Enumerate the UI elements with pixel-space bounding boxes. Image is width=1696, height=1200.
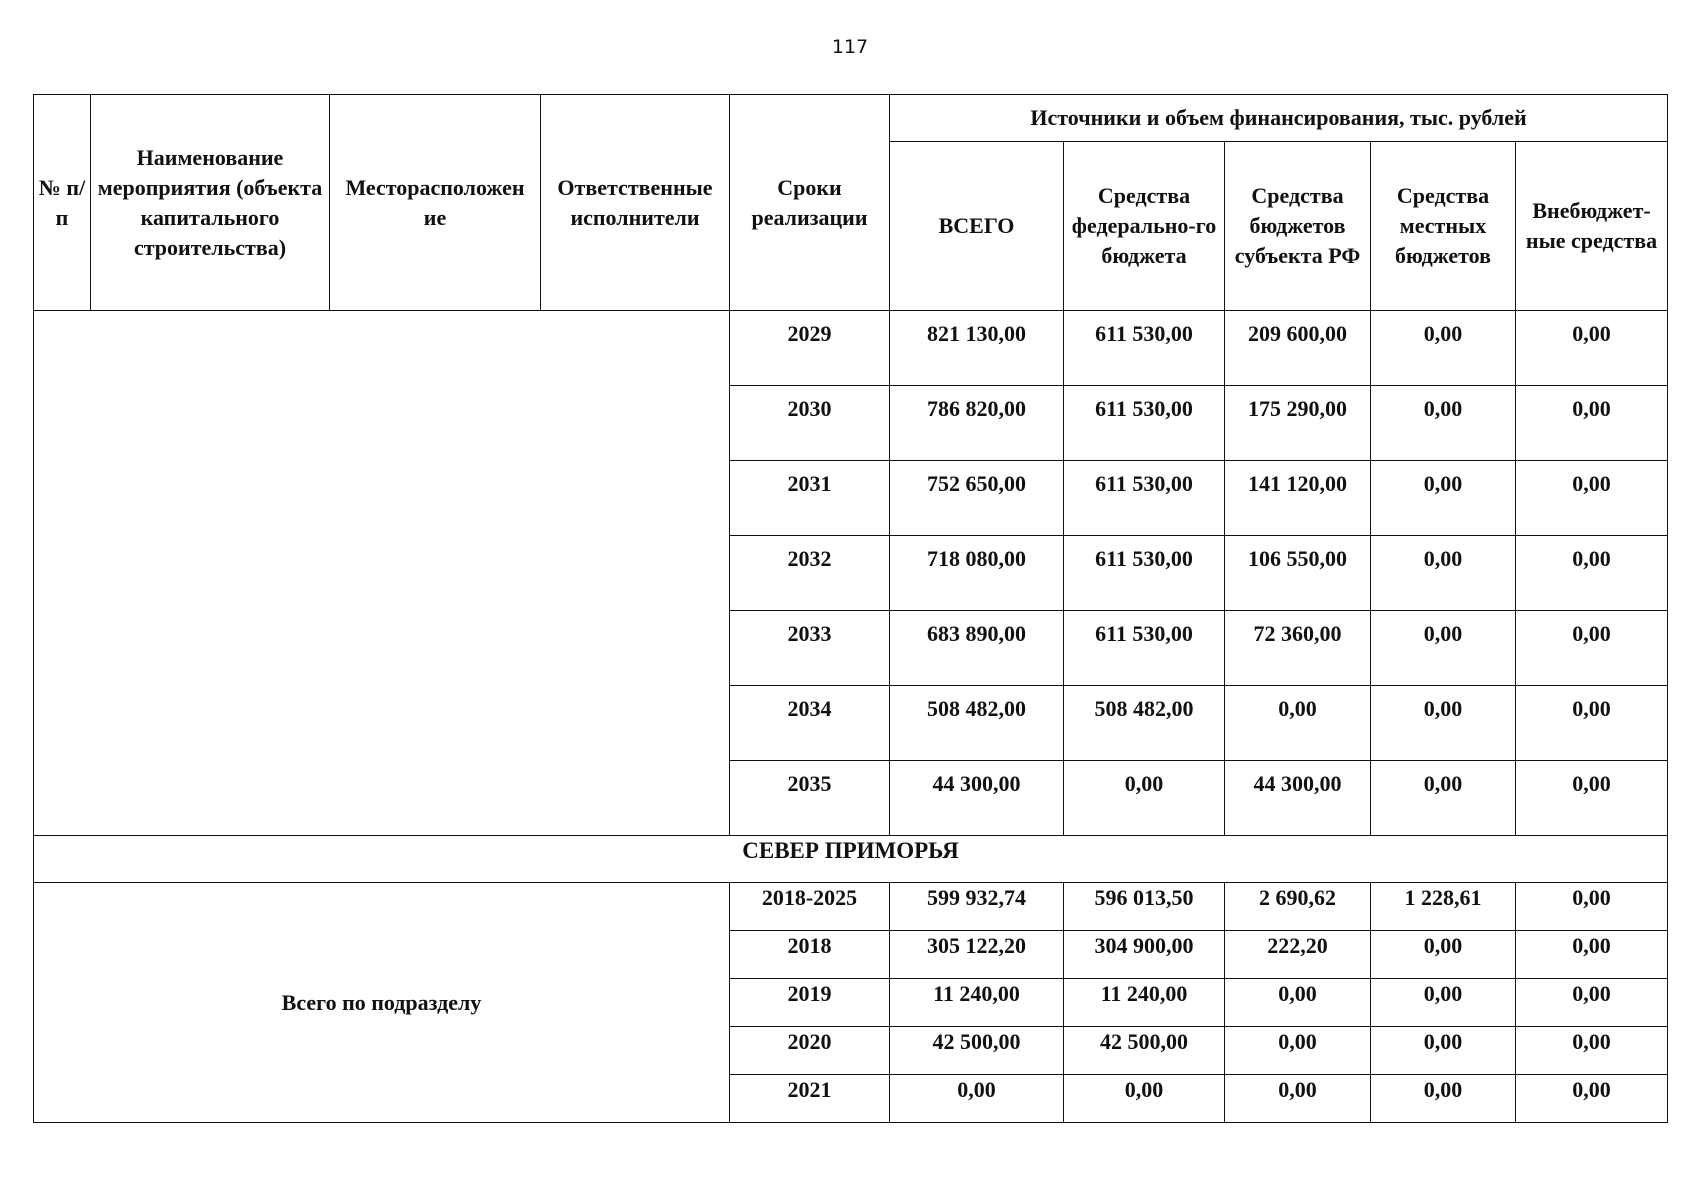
cell-extra: 0,00 [1516, 536, 1668, 611]
page-number: 117 [831, 36, 869, 58]
cell-regional: 72 360,00 [1225, 611, 1371, 686]
cell-regional: 209 600,00 [1225, 311, 1371, 386]
table-row [34, 311, 1668, 386]
header-responsible: Ответственные исполнители [541, 95, 730, 311]
cell-total: 718 080,00 [890, 536, 1064, 611]
cell-regional: 0,00 [1225, 979, 1371, 1027]
cell-year: 2032 [730, 536, 890, 611]
blank-merged-cell [34, 311, 730, 836]
header-local: Средства местных бюджетов [1371, 142, 1516, 311]
cell-regional: 141 120,00 [1225, 461, 1371, 536]
cell-total: 44 300,00 [890, 761, 1064, 836]
header-total: ВСЕГО [890, 142, 1064, 311]
cell-total: 786 820,00 [890, 386, 1064, 461]
cell-extra: 0,00 [1516, 611, 1668, 686]
cell-federal: 42 500,00 [1064, 1027, 1225, 1075]
cell-extra: 0,00 [1516, 686, 1668, 761]
cell-regional: 0,00 [1225, 1075, 1371, 1123]
header-regional: Средства бюджетов субъекта РФ [1225, 142, 1371, 311]
header-sources-group: Источники и объем финансирования, тыс. рублей [890, 95, 1668, 142]
cell-total: 42 500,00 [890, 1027, 1064, 1075]
cell-local: 0,00 [1371, 311, 1516, 386]
cell-local: 0,00 [1371, 386, 1516, 461]
cell-year: 2020 [730, 1027, 890, 1075]
cell-extra: 0,00 [1516, 883, 1668, 931]
cell-local: 0,00 [1371, 931, 1516, 979]
section-title: СЕВЕР ПРИМОРЬЯ [34, 836, 1668, 883]
cell-regional: 222,20 [1225, 931, 1371, 979]
cell-federal: 0,00 [1064, 1075, 1225, 1123]
cell-federal: 611 530,00 [1064, 536, 1225, 611]
section-row [34, 836, 1668, 883]
cell-federal: 304 900,00 [1064, 931, 1225, 979]
cell-local: 0,00 [1371, 1027, 1516, 1075]
cell-extra: 0,00 [1516, 386, 1668, 461]
cell-local: 0,00 [1371, 979, 1516, 1027]
cell-year: 2029 [730, 311, 890, 386]
cell-regional: 0,00 [1225, 1027, 1371, 1075]
cell-total: 752 650,00 [890, 461, 1064, 536]
cell-federal: 596 013,50 [1064, 883, 1225, 931]
cell-federal: 611 530,00 [1064, 311, 1225, 386]
cell-federal: 11 240,00 [1064, 979, 1225, 1027]
financing-table [33, 94, 1668, 1123]
cell-extra: 0,00 [1516, 461, 1668, 536]
cell-local: 0,00 [1371, 686, 1516, 761]
cell-year: 2019 [730, 979, 890, 1027]
cell-year: 2021 [730, 1075, 890, 1123]
cell-regional: 2 690,62 [1225, 883, 1371, 931]
cell-extra: 0,00 [1516, 1075, 1668, 1123]
cell-regional: 44 300,00 [1225, 761, 1371, 836]
cell-federal: 611 530,00 [1064, 386, 1225, 461]
cell-year: 2035 [730, 761, 890, 836]
cell-federal: 611 530,00 [1064, 611, 1225, 686]
cell-local: 0,00 [1371, 536, 1516, 611]
cell-local: 0,00 [1371, 761, 1516, 836]
cell-total: 0,00 [890, 1075, 1064, 1123]
header-extra: Внебюджет-ные средства [1516, 142, 1668, 311]
cell-year: 2034 [730, 686, 890, 761]
cell-year: 2030 [730, 386, 890, 461]
header-num: № п/п [34, 95, 91, 311]
cell-year: 2031 [730, 461, 890, 536]
cell-regional: 175 290,00 [1225, 386, 1371, 461]
cell-local: 1 228,61 [1371, 883, 1516, 931]
cell-extra: 0,00 [1516, 979, 1668, 1027]
header-location: Месторасположен ие [330, 95, 541, 311]
cell-federal: 508 482,00 [1064, 686, 1225, 761]
cell-total: 305 122,20 [890, 931, 1064, 979]
cell-year: 2018 [730, 931, 890, 979]
cell-total: 599 932,74 [890, 883, 1064, 931]
cell-regional: 106 550,00 [1225, 536, 1371, 611]
cell-total: 11 240,00 [890, 979, 1064, 1027]
summary-label: Всего по подразделу [34, 883, 730, 1123]
cell-year: 2033 [730, 611, 890, 686]
cell-extra: 0,00 [1516, 311, 1668, 386]
cell-local: 0,00 [1371, 461, 1516, 536]
cell-year: 2018-2025 [730, 883, 890, 931]
header-federal: Средства федерально-го бюджета [1064, 142, 1225, 311]
cell-total: 821 130,00 [890, 311, 1064, 386]
cell-regional: 0,00 [1225, 686, 1371, 761]
cell-federal: 0,00 [1064, 761, 1225, 836]
cell-extra: 0,00 [1516, 931, 1668, 979]
cell-federal: 611 530,00 [1064, 461, 1225, 536]
header-terms: Сроки реализации [730, 95, 890, 311]
cell-local: 0,00 [1371, 1075, 1516, 1123]
cell-total: 683 890,00 [890, 611, 1064, 686]
table-row [34, 883, 1668, 931]
header-name: Наименование мероприятия (объекта капитального строительства) [91, 95, 330, 311]
cell-total: 508 482,00 [890, 686, 1064, 761]
cell-local: 0,00 [1371, 611, 1516, 686]
cell-extra: 0,00 [1516, 761, 1668, 836]
cell-extra: 0,00 [1516, 1027, 1668, 1075]
